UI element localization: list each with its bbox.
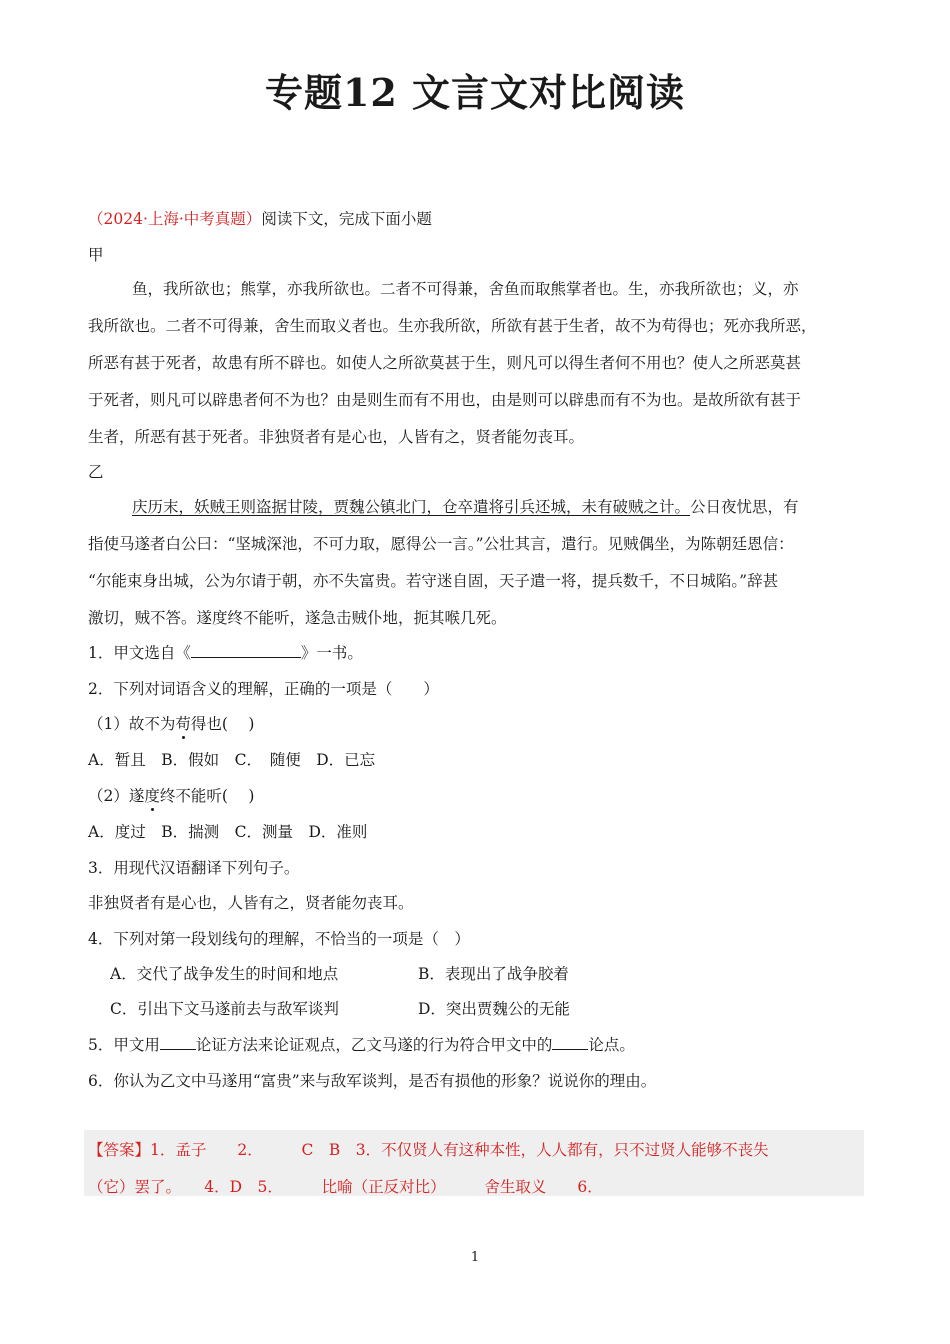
question-2-1	[88, 712, 254, 734]
question-4: 4．下列对第一段划线句的理解，不恰当的一项是（ ）	[88, 930, 470, 948]
question-5	[88, 1033, 635, 1055]
q1-text: 1．甲文选自《	[88, 644, 191, 662]
answer-line: （它）罢了。 4．D 5． 比喻（正反对比） 舍生取义 6．	[88, 1178, 603, 1196]
q4-option-b: B．表现出了战争胶着	[418, 965, 569, 983]
q4-option-c: C．引出下文马遂前去与敌军谈判	[110, 1000, 339, 1018]
question-2: 2．下列对词语含义的理解，正确的一项是（ ）	[88, 680, 439, 698]
source-tag: （2024·上海·中考真题）	[88, 210, 262, 228]
page-title: 专题12 文言文对比阅读	[264, 70, 686, 115]
q2-2-text: （2）遂	[88, 787, 145, 805]
q4-option-d: D．突出贾魏公的无能	[418, 1000, 570, 1018]
q2-2-text-end: 终不能听( )	[159, 787, 255, 805]
passage-yi-rest: 公日夜忧思，有	[690, 498, 799, 516]
question-3-sentence: 非独贤者有是心也，人皆有之，贤者能勿丧耳。	[88, 894, 414, 912]
q5-text: 5．甲文用	[88, 1036, 160, 1054]
underlined-sentence: 庆历末，妖贼王则盗据甘陵，贾魏公镇北门，仓卒遣将引兵还城，未有破贼之计。	[132, 498, 691, 516]
question-3: 3．用现代汉语翻译下列句子。	[88, 859, 300, 877]
passage-jia-label: 甲	[88, 246, 104, 264]
q4-option-a: A．交代了战争发生的时间和地点	[110, 965, 339, 983]
passage-yi-line	[132, 495, 799, 517]
passage-jia-line: 我所欲也。二者不可得兼，舍生而取义者也。生亦我所欲，所欲有甚于生者，故不为苟得也；死亦我所恶，	[88, 317, 817, 335]
q5-text-mid: 论证方法来论证观点，乙文马遂的行为符合甲文中的	[195, 1036, 553, 1054]
q1-blank[interactable]	[191, 643, 301, 658]
instruction: 阅读下文，完成下面小题	[261, 210, 432, 228]
question-2-2	[88, 784, 254, 806]
passage-yi-line: “尔能束身出城，公为尔请于朝，亦不失富贵。若守迷自固，天子遣一将，提兵数千，不日城陷。”辞甚	[88, 572, 779, 590]
passage-jia-line: 生者，所恶有甚于死者。非独贤者有是心也，人皆有之，贤者能勿丧耳。	[88, 428, 585, 446]
question-2-2-options: A．度过 B．揣测 C．测量 D．准则	[88, 823, 368, 841]
q1-text-end: 》一书。	[300, 644, 363, 662]
answer-line	[88, 1138, 769, 1160]
page-number: 1	[470, 1250, 480, 1265]
answer-label: 【答案】	[88, 1141, 151, 1159]
passage-yi-line: 激切，贼不答。遂度终不能听，遂急击贼仆地，扼其喉几死。	[88, 609, 507, 627]
question-2-1-options: A．暂且 B．假如 C． 随便 D．已忘	[88, 751, 376, 769]
dotted-word: 度	[144, 787, 160, 805]
q5-blank-2[interactable]	[552, 1035, 588, 1050]
q5-text-end: 论点。	[588, 1036, 635, 1054]
question-1	[88, 641, 363, 663]
question-6: 6．你认为乙文中马遂用“富贵”来与敌军谈判，是否有损他的形象？说说你的理由。	[88, 1072, 657, 1090]
passage-jia-line: 鱼，我所欲也；熊掌，亦我所欲也。二者不可得兼，舍鱼而取熊掌者也。生，亦我所欲也；义，亦	[132, 280, 799, 298]
q2-1-text-end: 得也( )	[190, 715, 255, 733]
source-line	[88, 207, 432, 229]
dotted-word: 苟	[175, 715, 191, 733]
passage-jia-line: 于死者，则凡可以辟患者何不为也？由是则生而有不用也，由是则可以辟患而有不为也。是故所欲有甚于	[88, 391, 802, 409]
q5-blank-1[interactable]	[160, 1035, 196, 1050]
q2-1-text: （1）故不为	[88, 715, 176, 733]
passage-jia-line: 所恶有甚于死者，故患有所不辟也。如使人之所欲莫甚于生，则凡可以得生者何不用也？使人之所恶莫甚	[88, 354, 802, 372]
answer-text: 1．孟子 2． C B 3．不仅贤人有这种本性，人人都有，只不过贤人能够不丧失	[150, 1141, 769, 1159]
passage-yi-line: 指使马遂者白公曰：“坚城深池，不可力取，愿得公一言。”公壮其言，遣行。见贼偶坐，为陈朝廷恩信：	[88, 535, 794, 553]
passage-yi-label: 乙	[88, 463, 104, 481]
